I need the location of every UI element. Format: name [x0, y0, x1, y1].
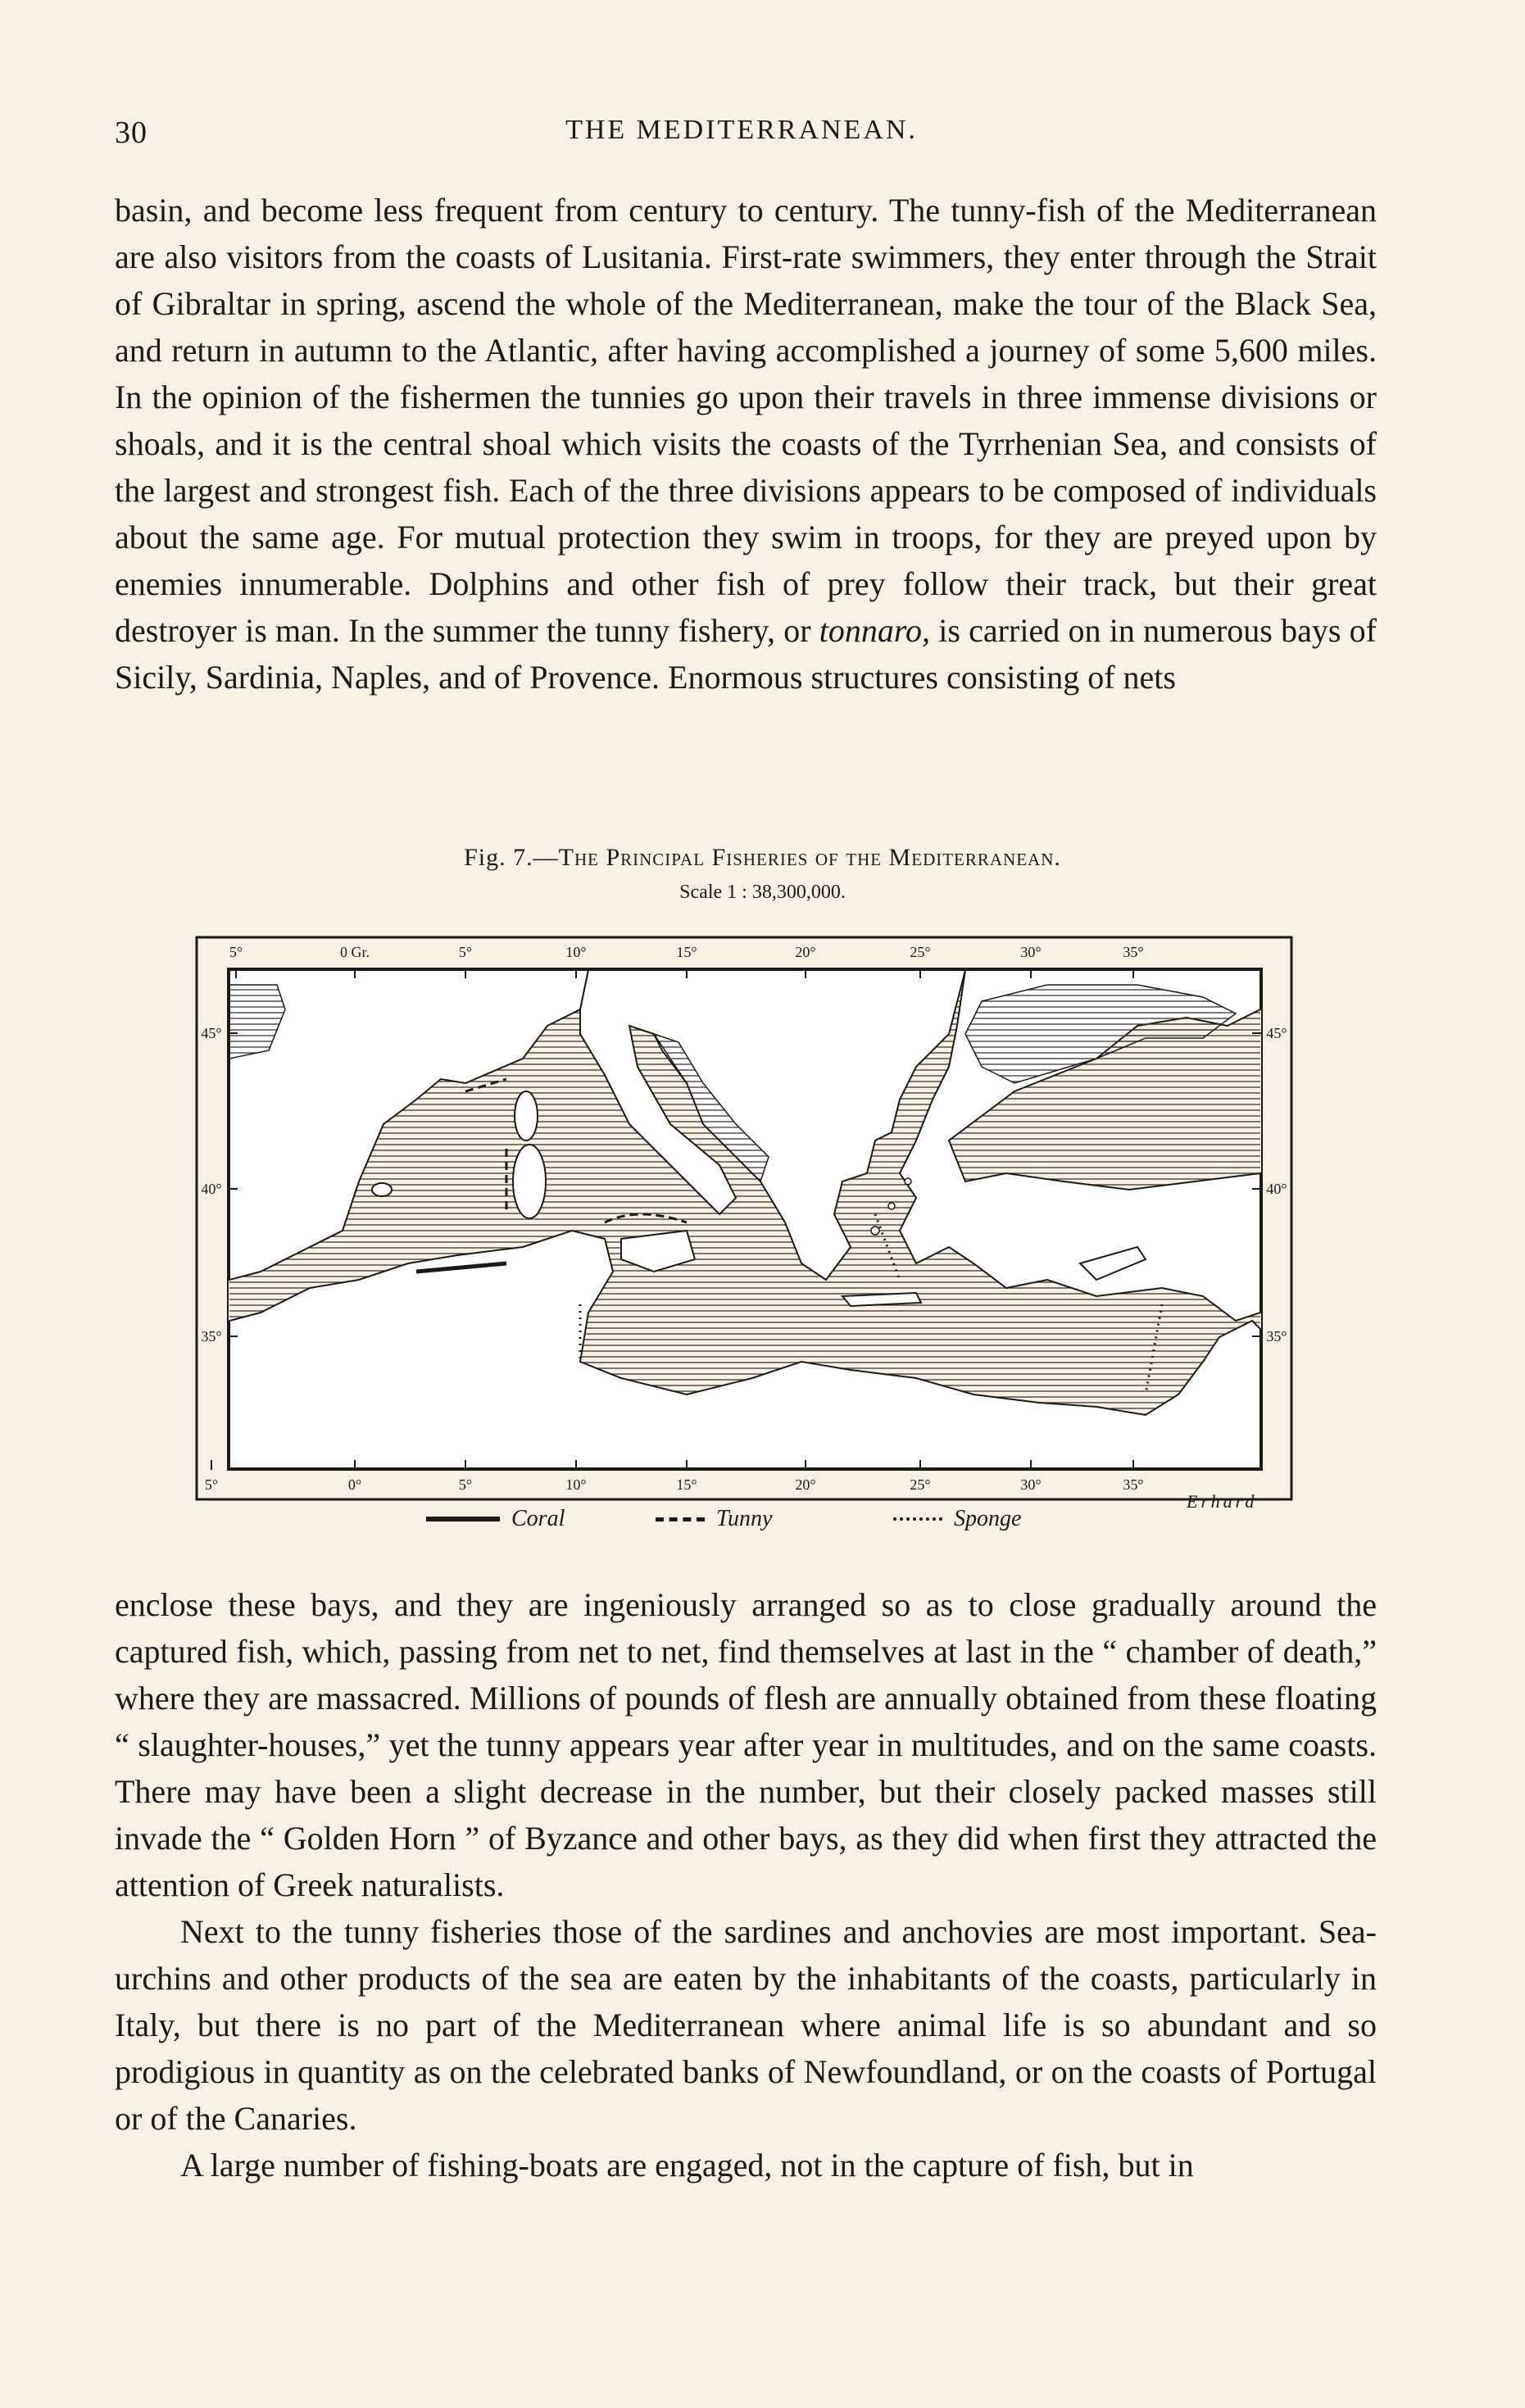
right-latitude-label: 40° — [1266, 1181, 1287, 1197]
body-text-bottom — [115, 1581, 1377, 2188]
legend-sponge: Sponge — [893, 1506, 1021, 1532]
island-corsica — [515, 1091, 538, 1141]
paragraph: enclose these bays, and they are ingeniously arranged so as to close gradually around the captured fish, which, passing from net to net, find themselves at last in the “ chamber of death,” where they are massacred. Millions of pounds of flesh are annually obtained from these floating “ slaughter-houses,” yet the tunny appears year after year in multitudes, and on the same coasts. There may have been a slight decrease in the number, but their closely packed masses still invade the “ Golden Horn ” of Byzance and other bays, as they did when first they attracted the attention of Greek naturalists. — [115, 1586, 1377, 1903]
running-title: THE MEDITERRANEAN. — [565, 115, 918, 145]
paragraph: A large number of fishing-boats are engaged, not in the capture of fish, but in — [180, 2147, 1194, 2184]
top-longitude-label: 35° — [1123, 944, 1144, 960]
bottom-longitude-label: 25° — [910, 1476, 931, 1493]
figure-caption: Fig. 7.—The Principal Fisheries of the Mediterranean. — [464, 844, 1061, 871]
fisheries-map — [195, 936, 1293, 1501]
bottom-longitude-label: 5° — [458, 1476, 473, 1493]
bottom-longitude-label: 15° — [676, 1476, 697, 1493]
body-text-top — [115, 187, 1377, 701]
bottom-longitude-label: 35° — [1123, 1476, 1144, 1493]
bottom-longitude-label: 10° — [565, 1476, 587, 1493]
page-number: 30 — [115, 116, 148, 150]
paragraph: basin, and become less frequent from century to century. The tunny-fish of the Mediterranean are also visitors from the coasts of Lusitania. First-rate swimmers, they enter through the Strait of Gibraltar in spring, ascend the whole of the Mediterranean, make the tour of the Black Sea, and return in autumn to the Atlantic, after having accomplished a journey of some 5,600 miles. In the opinion of the fishermen the tunnies go upon their travels in three immense divisions or shoals, and it is the central shoal which visits the coasts of the Tyrrhenian Sea, and consists of the largest and strongest fish. Each of the three divisions appears to be composed of individuals about the same age. For mutual protection they swim in troops, for they are preyed upon by enemies innumerable. Dolphins and other fish of prey follow their track, but their great destroyer is man. In the summer the tunny fishery, or tonnaro, is carried on in numerous bays of Sicily, Sardinia, Naples, and of Provence. Enormous structures consisting of nets — [115, 192, 1377, 696]
top-longitude-label: 20° — [795, 944, 816, 960]
engraver-signature: Erhard — [1187, 1491, 1258, 1512]
left-latitude-label: 45° — [201, 1025, 222, 1041]
paragraph: Next to the tunny fisheries those of the sardines and anchovies are most important. Sea-urchins and other products of the sea are eaten by the inhabitants of the coasts, particularly in Italy, but there is no part of the Mediterranean where animal life is so abundant and so prodigious in quantity as on the celebrated banks of Newfoundland, or on the coasts of Portugal or of the Canaries. — [115, 1913, 1377, 2137]
top-longitude-label: 0 Gr. — [340, 944, 370, 960]
left-latitude-label: 40° — [201, 1181, 222, 1197]
top-longitude-label: 15° — [676, 944, 697, 960]
map-svg — [195, 936, 1293, 1501]
figure-title: The Principal Fisheries of the Mediterranean. — [558, 844, 1061, 871]
island-balearic — [372, 1183, 392, 1196]
bottom-longitude-label: 0° — [347, 1476, 362, 1493]
figure-scale: Scale 1 : 38,300,000. — [679, 882, 846, 903]
legend-tunny: Tunny — [656, 1506, 772, 1532]
map-legend — [402, 1506, 1139, 1539]
top-longitude-label: 5° — [458, 944, 473, 960]
right-latitude-label: 35° — [1266, 1328, 1287, 1345]
right-latitude-label: 45° — [1266, 1025, 1287, 1041]
coral-swatch — [426, 1517, 500, 1521]
island-crete — [842, 1293, 921, 1306]
page-header — [115, 115, 1368, 164]
bottom-longitude-label: 20° — [795, 1476, 816, 1493]
left-latitude-label: 35° — [201, 1328, 222, 1345]
top-longitude-label: 30° — [1020, 944, 1042, 960]
top-longitude-label: 5° — [229, 944, 243, 960]
italic-term: tonnaro, — [819, 612, 930, 649]
sponge-swatch — [893, 1517, 942, 1521]
bottom-longitude-label: 5° — [204, 1476, 219, 1493]
tunny-swatch — [656, 1517, 705, 1521]
island-sardinia — [513, 1145, 546, 1218]
top-longitude-label: 10° — [565, 944, 587, 960]
legend-coral: Coral — [426, 1506, 565, 1532]
bottom-longitude-label: 30° — [1020, 1476, 1042, 1493]
top-longitude-label: 25° — [910, 944, 931, 960]
